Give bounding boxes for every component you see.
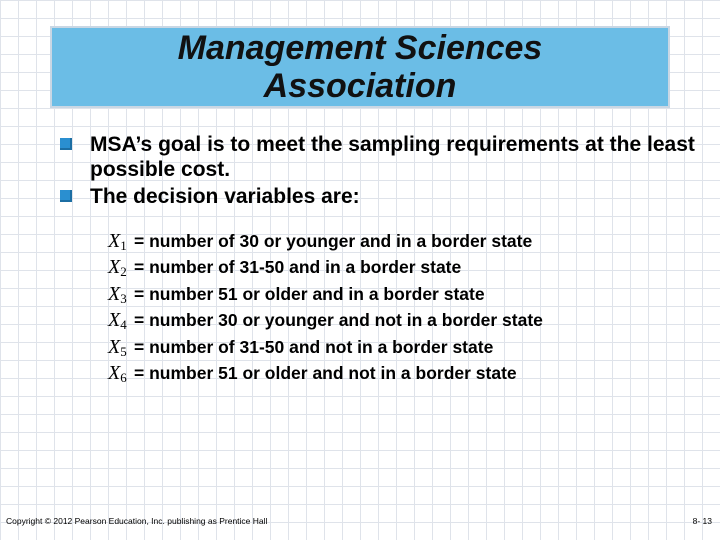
variable-row	[108, 309, 698, 335]
variable-symbol: X1	[108, 230, 127, 253]
bullet-text: MSA’s goal is to meet the sampling requirements at the least possible cost.	[90, 133, 695, 181]
slide-title-line-2: Association	[263, 67, 457, 105]
variable-symbol: X5	[108, 335, 127, 359]
bullet-text: The decision variables are:	[90, 185, 360, 208]
title-box	[50, 26, 670, 108]
bullet-list	[60, 132, 700, 211]
slide-title-line-1: Management Sciences	[177, 29, 543, 67]
variable-description: = number of 31-50 and in a border state	[134, 257, 462, 278]
square-bullet-icon	[60, 138, 72, 150]
copyright-footer: Copyright © 2012 Pearson Education, Inc. publishing as Prentice Hall	[6, 516, 268, 526]
variable-row	[108, 336, 698, 362]
variable-description: = number of 30 or younger and in a border state	[134, 231, 533, 251]
variable-row	[108, 362, 698, 388]
variable-symbol: X6	[108, 361, 127, 385]
variable-description: = number 30 or younger and not in a border state	[134, 310, 543, 331]
bullet-item	[60, 132, 700, 182]
variable-description: = number 51 or older and not in a border state	[134, 362, 517, 383]
variable-row	[108, 283, 698, 309]
variable-symbol: X3	[108, 282, 127, 306]
decision-variable-list	[108, 230, 698, 388]
variable-row	[108, 256, 698, 282]
variable-description: = number 51 or older and in a border state	[134, 283, 485, 304]
bullet-item	[60, 184, 700, 209]
page-number: 8- 13	[692, 516, 712, 526]
square-bullet-icon	[60, 190, 72, 202]
variable-row	[108, 230, 698, 256]
variable-symbol: X4	[108, 309, 127, 333]
variable-description: = number of 31-50 and not in a border state	[134, 336, 494, 357]
variable-symbol: X2	[108, 256, 127, 280]
